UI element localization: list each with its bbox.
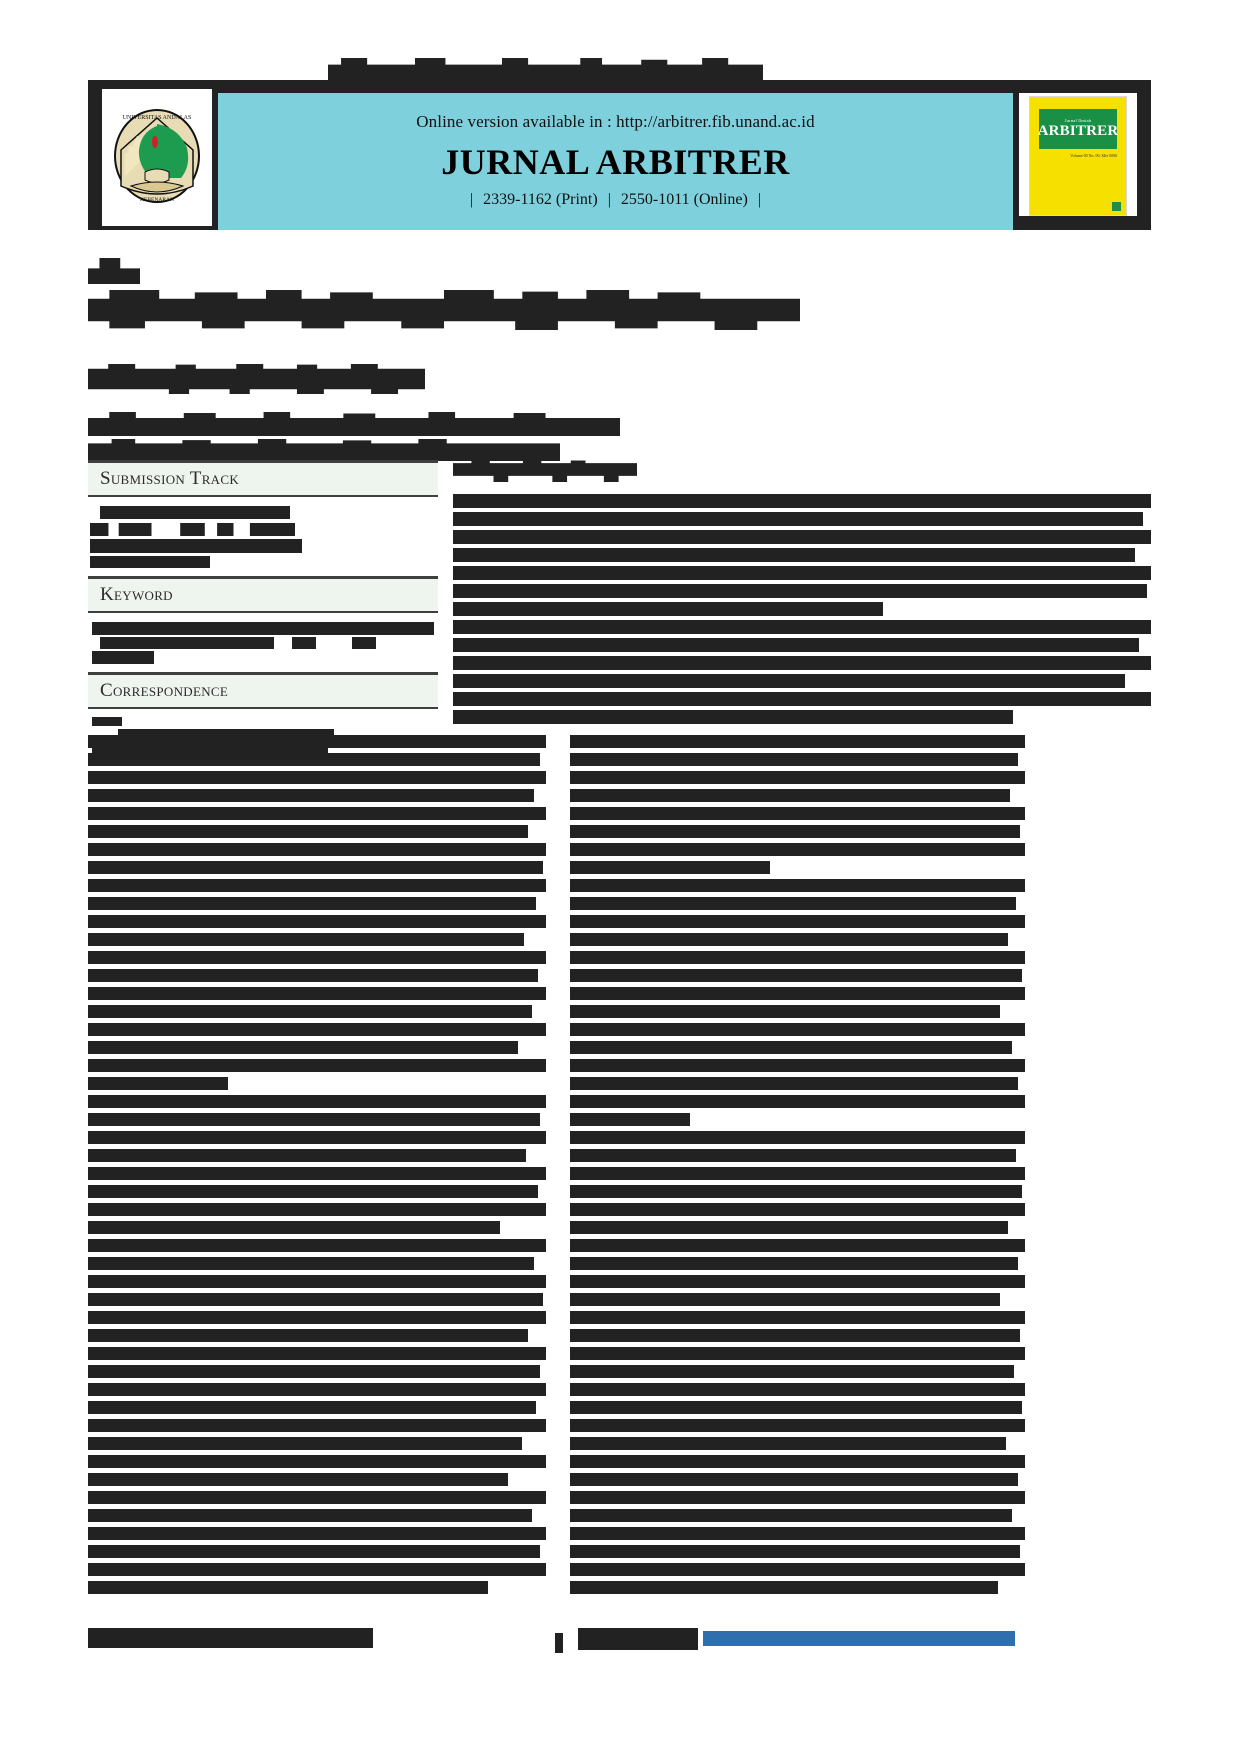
university-seal-icon [111,106,203,210]
abstract-redacted-line [453,674,1125,688]
abstract-redacted-line [453,494,1151,508]
masthead-banner [218,93,1013,230]
cover-word: ARBITRER [1037,122,1119,139]
journal-cover-thumbnail [1019,93,1137,216]
journal-title: JURNAL ARBITRER [441,142,790,182]
submission-track-body [88,497,438,576]
keyword-body [88,613,438,672]
abstract-redacted-line [453,584,1147,598]
author-list-redacted [88,364,425,394]
submission-track-heading: Submission Track [88,460,438,497]
online-version-line: Online version available in : http://arbitrer.fib.unand.ac.id [416,112,815,131]
body-column-left [88,735,548,1599]
abstract-redacted-line [453,512,1143,526]
correspondence-heading: Correspondence [88,672,438,709]
article-title-redacted [88,290,800,330]
submission-track-redacted-line [90,523,295,536]
journal-cover-icon [1030,97,1126,215]
keyword-heading: Keyword [88,576,438,613]
license-marker-redacted [555,1633,563,1653]
abstract-redacted-line [453,548,1135,562]
abstract-panel [453,460,1151,728]
abstract-redacted-line [453,620,1151,634]
journal-masthead [88,85,1151,230]
affiliation-line-2-redacted [88,439,560,461]
article-info-panel [88,460,438,766]
keyword-redacted-line [92,622,434,635]
abstract-heading-redacted [453,460,637,482]
issn-line [464,191,767,209]
abstract-redacted-line [453,602,883,616]
keyword-redacted-line [92,651,154,664]
body-column-right [570,735,1025,1599]
issn-bar-right: | [757,191,762,208]
svg-text:UNIVERSITAS ANDALAS: UNIVERSITAS ANDALAS [122,114,192,121]
article-title-block [88,258,1151,461]
cover-title-plate [1039,109,1117,149]
affiliation-line-1-redacted [88,412,620,436]
doi-redacted [88,258,140,284]
creative-commons-license-link[interactable] [703,1631,1015,1646]
issn-print: 2339-1162 (Print) [483,191,598,208]
abstract-redacted-line [453,692,1151,706]
keyword-redacted-line [100,637,400,649]
issn-bar-left: | [469,191,474,208]
footer-left-redacted [88,1628,373,1648]
correspondence-redacted-line [92,717,122,726]
submission-track-redacted-line [100,506,290,519]
abstract-redacted-line [453,566,1151,580]
cover-badge-icon [1112,202,1121,211]
abstract-redacted-line [453,638,1139,652]
submission-track-redacted-line [90,556,210,568]
abstract-redacted-line [453,656,1151,670]
abstract-redacted-line [453,710,1013,724]
cover-issue-line: Volume 00 No. 00, Mei 0000 [1070,153,1117,158]
license-text-redacted [578,1628,698,1650]
submission-track-redacted-line [90,539,302,553]
abstract-redacted-line [453,530,1151,544]
running-head-redacted-text [328,58,763,80]
cover-sub-label: Jurnal Ilmiah [1064,118,1092,124]
issn-bar-mid: | [607,191,611,208]
svg-text:KEBENARAN: KEBENARAN [140,196,174,203]
university-seal [102,89,212,226]
issn-online: 2550-1011 (Online) [620,191,748,208]
